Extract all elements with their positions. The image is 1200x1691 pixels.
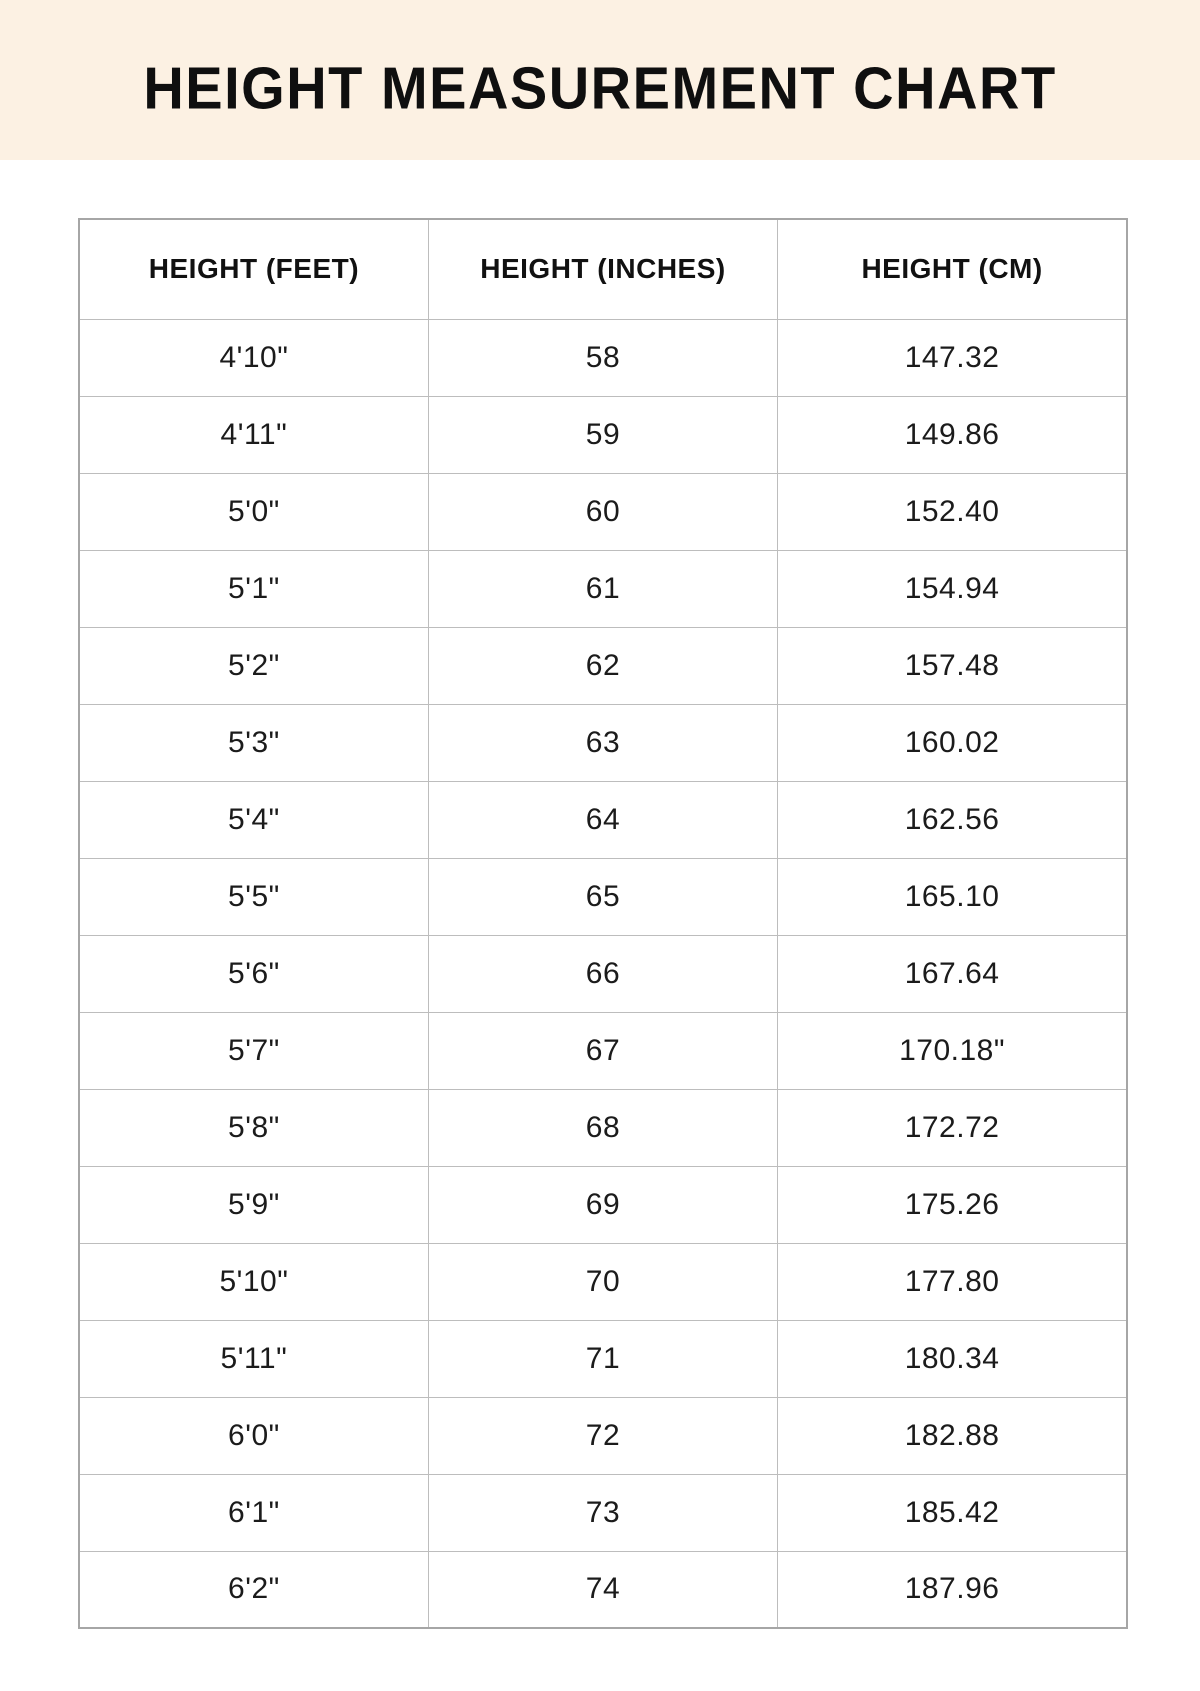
cell-height-inches: 70 (428, 1243, 777, 1320)
cell-height-cm: 177.80 (778, 1243, 1127, 1320)
cell-height-cm: 157.48 (778, 627, 1127, 704)
cell-height-inches: 69 (428, 1166, 777, 1243)
table-row (79, 704, 1127, 781)
cell-height-feet: 5'7" (79, 1012, 428, 1089)
cell-height-cm: 160.02 (778, 704, 1127, 781)
table-row (79, 550, 1127, 627)
table-row (79, 1474, 1127, 1551)
table-row (79, 1551, 1127, 1628)
cell-height-feet: 5'1" (79, 550, 428, 627)
table-row (79, 627, 1127, 704)
cell-height-inches: 60 (428, 473, 777, 550)
table-body (79, 319, 1127, 1628)
cell-height-cm: 154.94 (778, 550, 1127, 627)
cell-height-feet: 5'4" (79, 781, 428, 858)
cell-height-cm: 149.86 (778, 396, 1127, 473)
table-row (79, 1089, 1127, 1166)
cell-height-inches: 62 (428, 627, 777, 704)
cell-height-feet: 5'11" (79, 1320, 428, 1397)
column-header-feet: HEIGHT (FEET) (79, 219, 428, 319)
table-row (79, 319, 1127, 396)
cell-height-feet: 5'9" (79, 1166, 428, 1243)
table-row (79, 935, 1127, 1012)
cell-height-inches: 58 (428, 319, 777, 396)
cell-height-feet: 5'6" (79, 935, 428, 1012)
cell-height-feet: 5'0" (79, 473, 428, 550)
cell-height-inches: 73 (428, 1474, 777, 1551)
cell-height-cm: 162.56 (778, 781, 1127, 858)
cell-height-feet: 6'0" (79, 1397, 428, 1474)
cell-height-inches: 71 (428, 1320, 777, 1397)
cell-height-inches: 74 (428, 1551, 777, 1628)
cell-height-cm: 167.64 (778, 935, 1127, 1012)
cell-height-feet: 6'2" (79, 1551, 428, 1628)
table-row (79, 1243, 1127, 1320)
cell-height-inches: 72 (428, 1397, 777, 1474)
cell-height-feet: 5'10" (79, 1243, 428, 1320)
cell-height-cm: 185.42 (778, 1474, 1127, 1551)
cell-height-inches: 61 (428, 550, 777, 627)
cell-height-cm: 165.10 (778, 858, 1127, 935)
cell-height-inches: 68 (428, 1089, 777, 1166)
cell-height-cm: 182.88 (778, 1397, 1127, 1474)
cell-height-inches: 64 (428, 781, 777, 858)
table-row (79, 473, 1127, 550)
table-row (79, 1166, 1127, 1243)
cell-height-cm: 180.34 (778, 1320, 1127, 1397)
cell-height-feet: 5'2" (79, 627, 428, 704)
table-head (79, 219, 1127, 319)
cell-height-cm: 170.18" (778, 1012, 1127, 1089)
table-row (79, 858, 1127, 935)
cell-height-cm: 152.40 (778, 473, 1127, 550)
cell-height-feet: 6'1" (79, 1474, 428, 1551)
cell-height-cm: 187.96 (778, 1551, 1127, 1628)
table-row (79, 1397, 1127, 1474)
cell-height-inches: 67 (428, 1012, 777, 1089)
title-banner (0, 0, 1200, 160)
cell-height-inches: 66 (428, 935, 777, 1012)
table-row (79, 781, 1127, 858)
cell-height-cm: 175.26 (778, 1166, 1127, 1243)
cell-height-cm: 147.32 (778, 319, 1127, 396)
cell-height-inches: 59 (428, 396, 777, 473)
cell-height-feet: 4'10" (79, 319, 428, 396)
cell-height-inches: 65 (428, 858, 777, 935)
height-conversion-table (78, 218, 1128, 1629)
page-title: HEIGHT MEASUREMENT CHART (143, 54, 1057, 121)
cell-height-inches: 63 (428, 704, 777, 781)
column-header-cm: HEIGHT (CM) (778, 219, 1127, 319)
cell-height-feet: 5'5" (79, 858, 428, 935)
header-row (79, 219, 1127, 319)
cell-height-feet: 5'8" (79, 1089, 428, 1166)
table-row (79, 1012, 1127, 1089)
cell-height-feet: 4'11" (79, 396, 428, 473)
cell-height-feet: 5'3" (79, 704, 428, 781)
column-header-inches: HEIGHT (INCHES) (428, 219, 777, 319)
table-row (79, 396, 1127, 473)
cell-height-cm: 172.72 (778, 1089, 1127, 1166)
table-row (79, 1320, 1127, 1397)
